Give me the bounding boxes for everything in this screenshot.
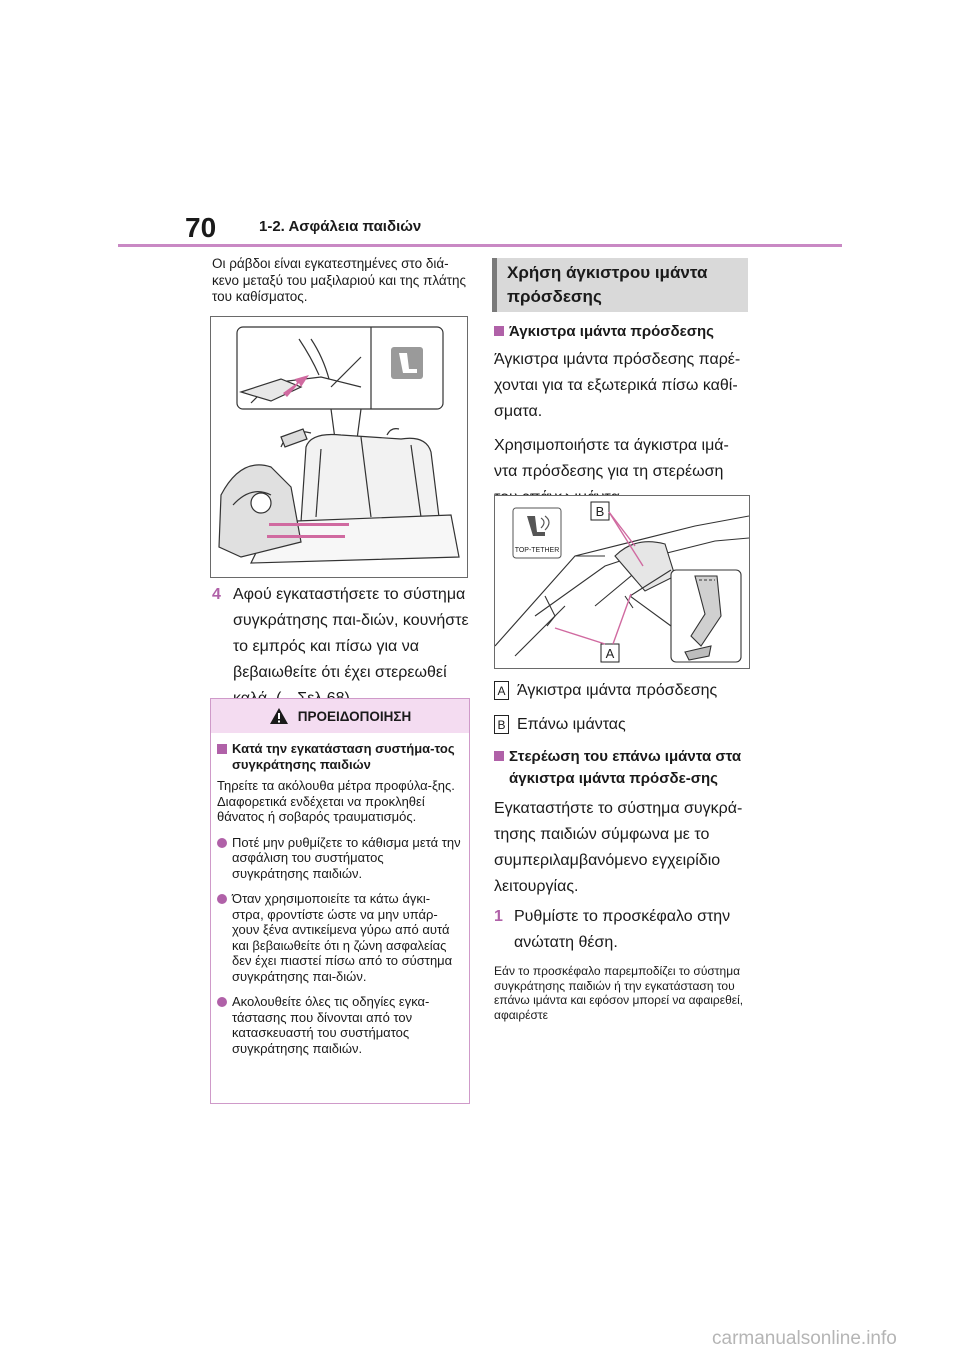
step-number: 1 [494,908,503,925]
warning-subhead: Κατά την εγκατάσταση συστήμα-τος συγκράτησης παιδιών [217,741,461,772]
warning-bullet: Ακολουθείτε όλες τις οδηγίες εγκα-τάστασης που δίνονται από τον κατασκευαστή του συστήματος συγκράτησης παιδιών. [217,994,461,1056]
warning-title: ΠΡΟΕΙΔΟΠΟΙΗΣΗ [297,708,412,724]
subheading-attach: Στερέωση του επάνω ιμάντα στα άγκιστρα ιμάντα πρόσδε-σης [494,746,750,790]
top-tether-label: TOP-TETHER [514,547,560,554]
warning-intro: Τηρείτε τα ακόλουθα μέτρα προφύλα-ξης. [217,778,455,793]
round-bullet-icon [217,838,227,848]
small-note: Εάν το προσκέφαλο παρεμποδίζει το σύστημα συγκράτησης παιδιών ή την εγκατάσταση του επάνω ιμάντα και εφόσον μπορεί να αφαιρεθεί, αφαιρέστε [494,964,744,1022]
watermark: carmanualsonline.info [712,1328,897,1349]
header-rule [118,244,842,247]
round-bullet-icon [217,997,227,1007]
body-paragraph: Άγκιστρα ιμάντα πρόσδεσης παρέ-χονται για τα εξωτερικά πίσω καθί-σματα. [494,351,741,420]
body-paragraph: Εγκαταστήστε το σύστημα συγκρά-τησης παιδιών σύμφωνα με το συμπεριλαμβανόμενο εγχειρίδιο λειτουργίας. [494,800,743,895]
section-title: 1-2. Ασφάλεια παιδιών [259,218,422,235]
round-bullet-icon [217,894,227,904]
warning-bullet: Ποτέ μην ρυθμίζετε το κάθισμα μετά την ασφάλιση του συστήματος συγκράτησης παιδιών. [217,835,461,882]
warning-header [211,699,469,733]
square-bullet-icon [217,744,227,754]
legend-a: A Άγκιστρα ιμάντα πρόσδεσης [494,678,750,704]
legend-b: B Επάνω ιμάντας [494,712,750,738]
label-b-box: B [494,715,509,734]
step-1 [494,904,750,956]
page-number: 70 [185,212,217,243]
warning-bullet: Όταν χρησιμοποιείτε τα κάτω άγκι-στρα, φροντίστε ώστε να μην υπάρ-χουν ξένα αντικείμενα γύρω από αυτά και βεβαιωθείτε ότι η ζώνη ασφαλείας δεν έχει πιαστεί πίσω από το σύστημα συγκράτησης παι-διών. [217,891,461,984]
square-bullet-icon [494,326,504,336]
intro-paragraph: Οι ράβδοι είναι εγκατεστημένες στο διά-κενο μεταξύ του μαξιλαριού και της πλάτης του καθίσματος. [212,256,467,304]
step-text: Αφού εγκαταστήσετε το σύστημα συγκράτησης παι-διών, κουνήστε το εμπρός και πίσω για να βεβαιωθείτε ότι έχει στερεωθεί [233,586,469,681]
warning-triangle-icon [269,707,289,725]
right-section-heading: Χρήση άγκιστρου ιμάντα πρόσδεσης [492,258,748,312]
seat-illustration [211,317,467,577]
label-a-box: A [494,681,509,700]
subheading-anchors: Άγκιστρα ιμάντα πρόσδεσης [494,321,750,343]
body-paragraph: Χρησιμοποιήστε τα άγκιστρα ιμά-ντα πρόσδεσης για τη στερέωση [494,437,729,480]
step-text: Ρυθμίστε το προσκέφαλο στην ανώτατη θέση. [514,908,731,951]
step-4 [212,582,472,712]
tether-illustration [495,496,749,668]
step-number: 4 [212,586,221,603]
warning-box [210,698,470,1104]
figure-label-b: B [595,504,605,519]
warning-intro-2: Διαφορετικά ενδέχεται να προκληθεί θάνατος ή σοβαρός τραυματισμός. [217,793,425,824]
right-column-top [494,321,750,511]
figure-top-tether [494,495,750,669]
square-bullet-icon [494,751,504,761]
figure-label-a: A [605,646,615,661]
figure-seat-anchors [210,316,468,578]
right-column-bottom [494,678,750,1022]
